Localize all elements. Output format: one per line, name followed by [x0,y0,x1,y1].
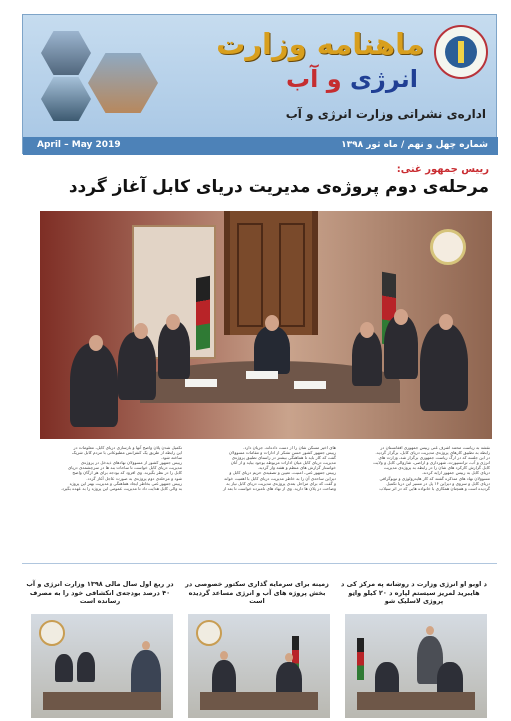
story-card[interactable] [183,580,337,721]
lightning-icon [445,36,477,68]
article-line: رییس جمهور کشور از مسوولان نهادهای ذیدخل در پروژه‌ی [80,460,182,466]
headline-kicker: رییس جمهور غنی: [396,164,489,175]
story-title: در ربع اول سال مالی ۱۳۹۸ وزارت انرژی و آب ۴۰ درصد بودجه‌ی انکشافی خود را به مصرف رسانده است [26,580,174,605]
issue-number-persian: شماره چهل و نهم / ماه ثور ۱۳۹۸ [341,140,488,150]
article-column-1 [350,445,490,563]
story-card[interactable] [340,580,494,721]
article-line: گفت که کار باید تا هماهنگی بیشتر در راستای تطبیق پروژه‌ی [231,455,336,461]
publisher-line: اداره‌ی نشراتی وزارت انرژی و آب [285,107,486,121]
state-emblem-icon [430,229,466,265]
person [254,326,290,374]
face [142,641,150,650]
substation-icon [88,53,158,113]
face [439,314,453,330]
magazine-title-sub [286,65,418,93]
article-line: های اخیر مسکن شان را از دست داده‌اند، جریان دارد. [243,445,336,450]
article-line: خواستار گزارش های منظم و هفته وار گردید. [257,465,336,471]
article-column-3 [42,445,182,563]
flag-icon [357,638,364,680]
state-emblem-icon [39,620,65,646]
article-line: به والی کابل هدایت داد تا مدیریت عمومی این پروژه را به عهده بگیرد. [60,485,182,491]
article-line: انرژی و آب، ترانسپورت، شهرداری و اراضی، شاروالی کابل و ولایت [373,460,490,466]
article-line: این رابطه از طریق یک کنفرانس مطبوعاتی با مردم کابل شریک [72,450,182,456]
face [265,315,279,331]
person [420,323,468,411]
article-line: گردیده است و همچنان همکاری با خانواده هایی که در اثر سیلاب [379,485,490,491]
article-line: ساخته شود. [160,455,182,461]
face [134,323,148,339]
face [220,651,228,660]
person [77,652,95,682]
meeting-table [357,692,475,710]
article-line: رابطه به تطبیق کارهای پروژه‌ی مدیریت دریای کابل، برگزار گردید. [375,450,490,456]
article-line: مدیریت دریای کابل میان ادارات مربوطه بوجود بیاید و از آنان [230,460,336,466]
article-line: کابل گزارش کارکرد های شان را در رابطه به پروژه‌ی مدیریت [383,465,490,471]
page-title: مرحله‌ی دوم پروژه‌ی مدیریت دریای کابل آغاز گردد [68,177,489,197]
article-line: در این جلسه که در ارگ ریاست جمهوری برگزار شد، وزارت های [378,455,490,461]
section-divider [22,563,497,564]
story-title: زمینه برای سرمایه گذاری سکتور خصوصی در بخش پروژه های آب و انرژی مساعد گردیده است [185,580,329,605]
article-line: دریای کابل و سروی و دیزاین ۱۶ پل در مسیر این دریا تکمیل [386,480,490,486]
face [285,653,293,662]
magazine-title: ماهنامه وزارت [216,27,424,61]
face [89,335,103,351]
paper [185,379,217,387]
face [394,309,408,325]
article-line: کابل را در نظر بگیرند. وی افزود که بودجه برای هر ارگان واضح [72,470,182,476]
article-line: مسوولان نهاد های متذکره گفتند که کار هایدرولوژی و توپوگرافی [379,475,490,481]
story-photo [345,614,487,718]
person [118,332,156,400]
article-line: رییس جمهور غنی بخاطر ایجاد هماهنگی و مدیریت بهتر این پروژه [69,480,182,486]
article-column-2 [196,445,336,563]
face [166,314,180,330]
article-line: شود و مرحله‌ی دوم پروژه‌ی به صورت عاجل آغاز گردد. [86,475,182,481]
face [360,322,374,338]
article-columns [42,445,490,563]
paper [294,381,326,389]
dam-icon [41,77,91,121]
article-line: نقشه به ریاست محمد اشرف غنی رییس جمهوری افغانستان در [380,445,490,450]
energy-logo-icon [434,25,488,79]
flag-icon [196,276,210,350]
article-line: رییس جمهور غنی، امنیت، تعیین و تصفیه‌ی حریم دریای کابل و [229,470,336,476]
masthead [22,14,497,154]
title-energy: انرژی [350,65,418,93]
power-tower-icon [41,31,91,75]
issue-date-english: April – May 2019 [37,140,121,150]
article-line: مدیریت دریای کابل خواست تا ساحات بند ها در سرچشمه‌ی دریای [68,465,182,471]
newsletter-page [22,14,497,714]
story-title: د اوبو او انرژی وزارت د روښانه په مرکز کی د هایبرید لمریز سیستم لپاره د ۲۰ کیلو واټو پروژی لاسلیک شو [340,580,487,605]
story-photo [188,614,330,718]
story-card[interactable] [26,580,180,721]
title-water: و آب [286,65,342,93]
paper [246,371,278,379]
meeting-table [43,692,161,710]
person [352,330,382,386]
article-line: دیزاین ساحه‌ی آن را به خاطر مدیریت دریای کابل با اهمیت خواند [223,475,336,481]
article-line: رییس جمهور کشور حسن تشکر از ادارات و مقامات مسوولان [228,450,336,456]
person [70,343,118,427]
state-emblem-icon [196,620,222,646]
article-line: وضاحت در پلان ها دارید. وی از نهاد های نامبرده خواست تا بعد از [222,485,336,491]
article-line: و گفت که برای مراحل بعدی پروژه‌ی مدیریت دریای کابل نیاز به [226,480,336,486]
person [55,654,73,682]
article-line: تکمیل شدن پلان واضح آنها و بازسازی دریای کابل، معلومات در [73,445,182,450]
face [426,626,434,635]
issue-bar [23,137,498,155]
article-line: دریای کابل به رییس جمهور ارایه کردند. [421,470,490,476]
meeting-table [200,692,318,710]
lead-photo [40,211,492,439]
story-photo [31,614,173,718]
person [375,662,399,696]
